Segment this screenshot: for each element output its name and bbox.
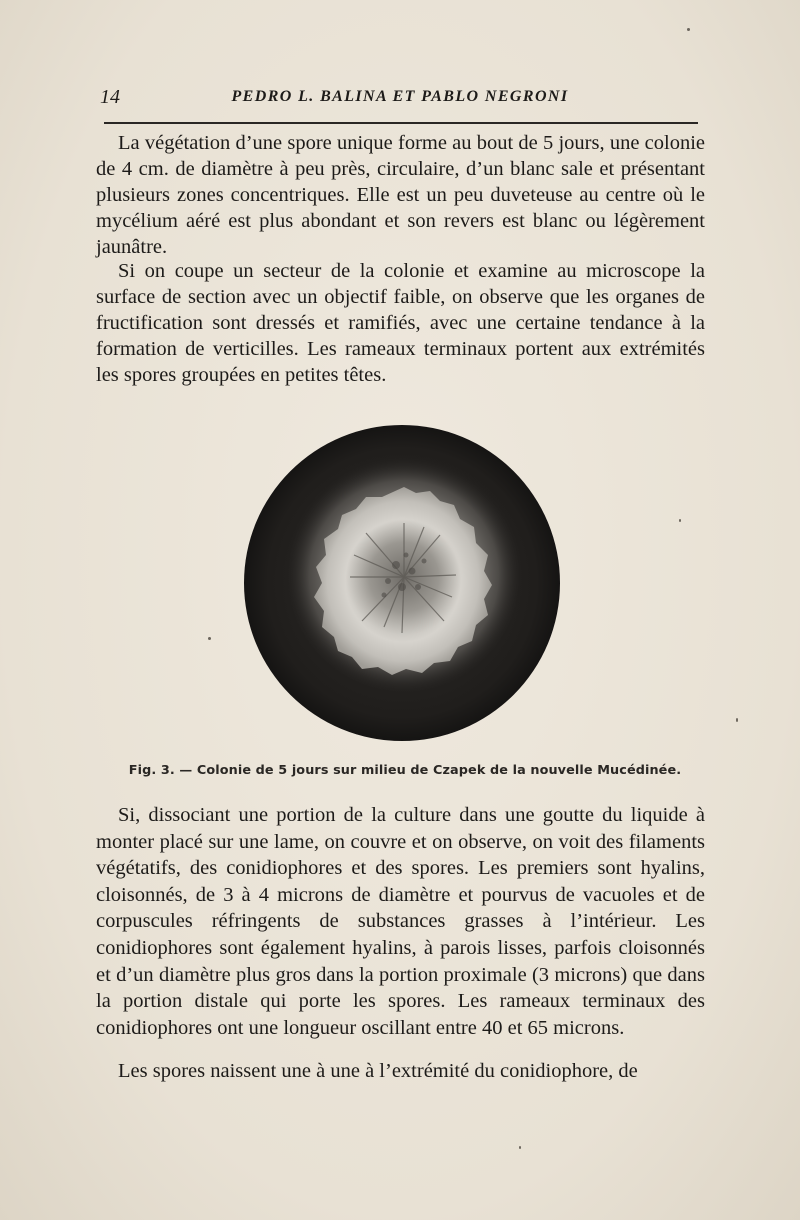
paper-speck	[519, 1146, 521, 1149]
colony-photograph	[244, 425, 560, 741]
paragraph-spores: Les spores naissent une à une à l’extrémité du conidiophore, de	[118, 1060, 638, 1082]
running-title: PEDRO L. BALINA ET PABLO NEGRONI	[231, 88, 569, 105]
paper-speck	[679, 519, 681, 522]
paper-speck	[208, 637, 211, 640]
paper-speck	[687, 28, 690, 31]
paragraph-microscopic-structures: Si, dissociant une portion de la culture dans une goutte du liquide à monter placé sur une lame, on couvre et on observe, on voit des filaments végétatifs, des conidiophores et des spores. Les premiers sont hyalins, cloisonnés, de 3 à 4 microns de diamètre et pourvus de vacuoles et de corpuscules réfringents de substances grasses à l’intérieur. Les conidiophores sont également hyalins, à parois lisses, parfois cloisonnés et d’un diamètre plus gros dans la portion proximale (3 microns) que dans la portion distale qui porte les spores. Les rameaux terminaux des conidiophores ont une longueur oscillant entre 40 et 65 microns.	[96, 804, 705, 1039]
paragraph-colony-description: La végétation d’une spore unique forme au bout de 5 jours, une colonie de 4 cm. de diamètre à peu près, circulaire, d’un blanc sale et présentant plusieurs zones concentriques. Elle est un peu duveteuse au centre où le mycélium aéré est plus abondant et son revers est blanc ou légèrement jaunâtre.	[96, 132, 705, 258]
paper-speck	[736, 718, 738, 722]
petri-dish-photo	[244, 425, 560, 741]
page-number: 14	[100, 86, 120, 108]
figure-caption: Fig. 3. — Colonie de 5 jours sur milieu de Czapek de la nouvelle Mucédinée.	[128, 763, 682, 778]
paragraph-microscope-section: Si on coupe un secteur de la colonie et examine au microscope la surface de section avec un objectif faible, on observe que les organes de fructification sont dressés et ramifiés, avec une certaine tendance à la formation de verticilles. Les rameaux terminaux portent aux extrémités les spores groupées en petites têtes.	[96, 260, 705, 386]
header-rule	[104, 122, 698, 124]
running-head	[100, 86, 700, 110]
